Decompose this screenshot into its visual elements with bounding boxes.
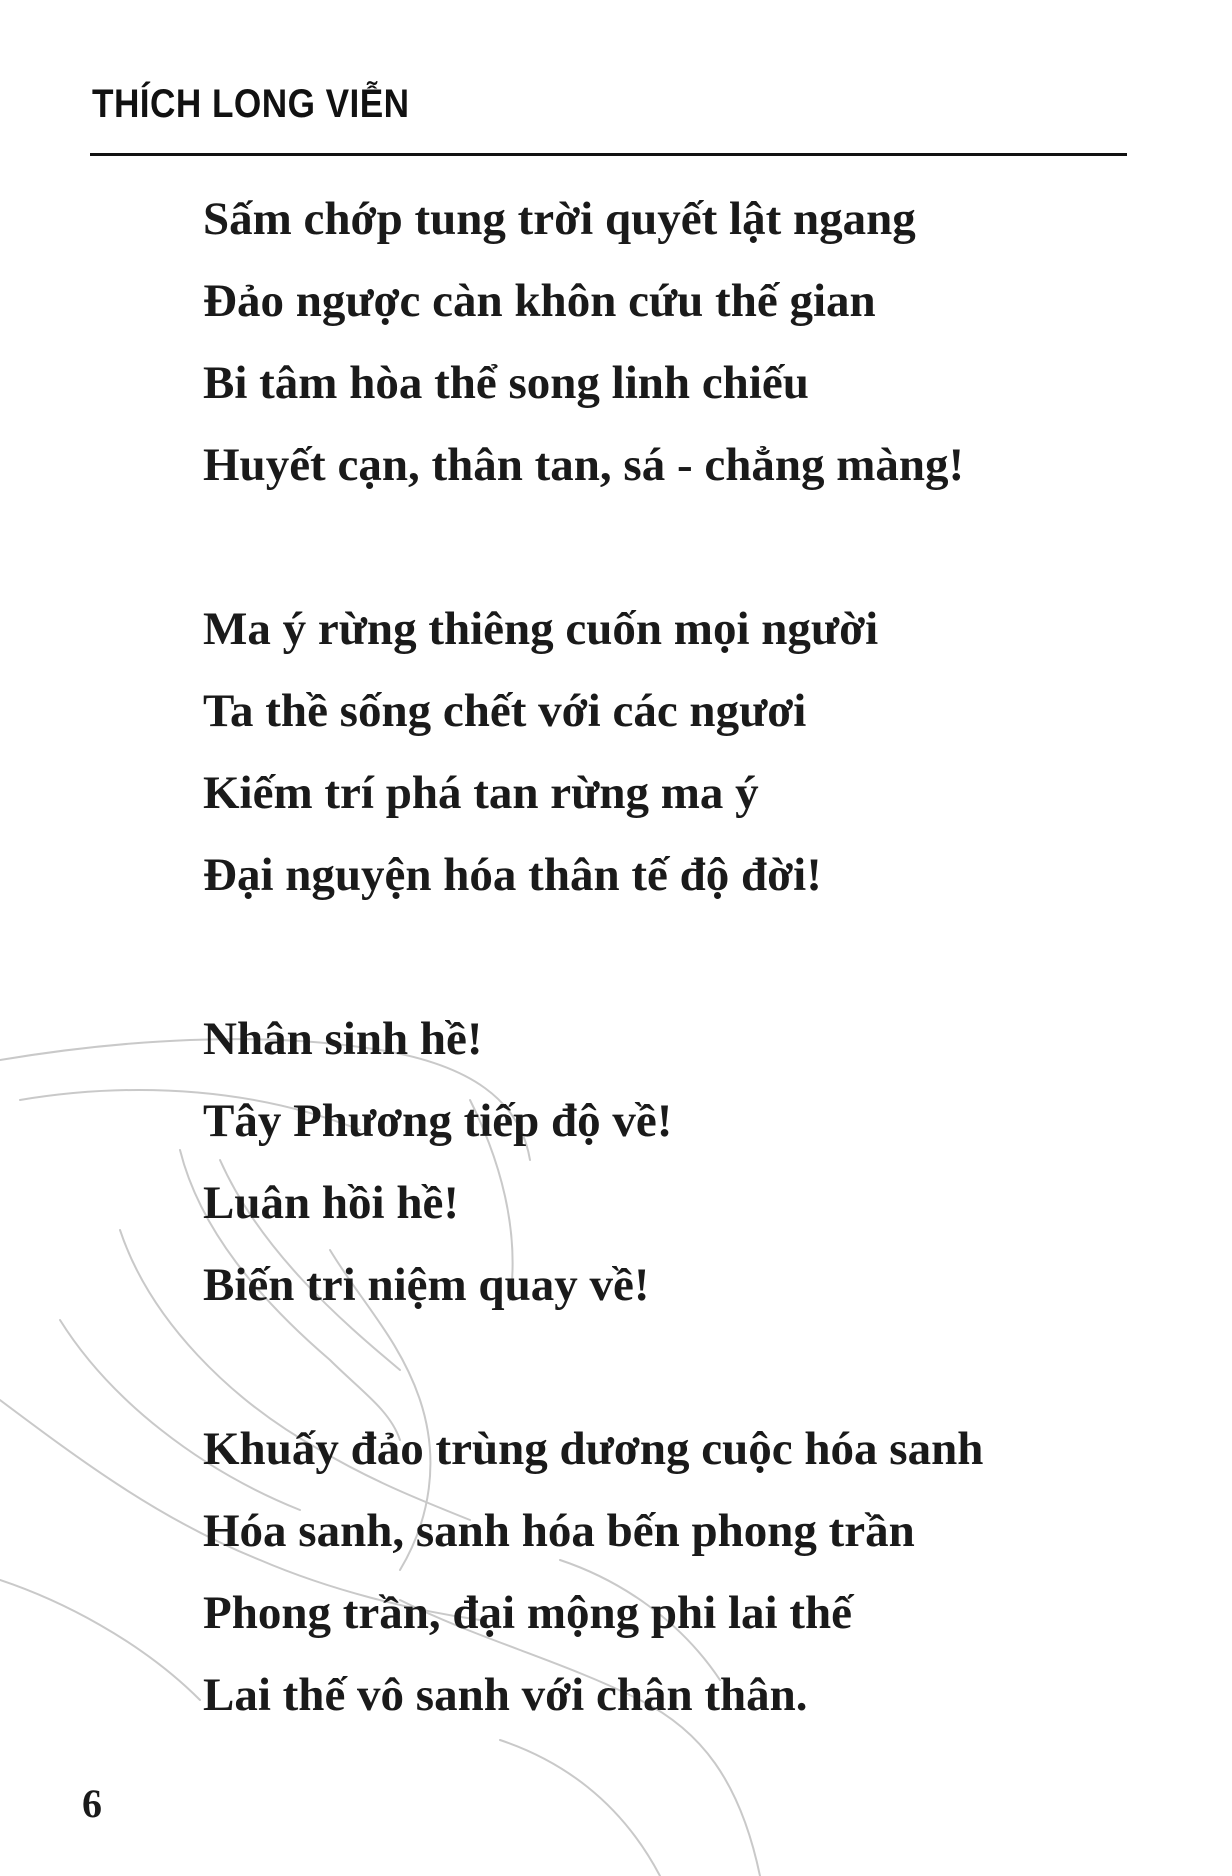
poem-body bbox=[203, 178, 983, 1818]
poem-line: Kiếm trí phá tan rừng ma ý bbox=[203, 767, 759, 819]
page-number: 6 bbox=[82, 1781, 102, 1826]
poem-line: Hóa sanh, sanh hóa bến phong trần bbox=[203, 1505, 915, 1557]
poem-line: Huyết cạn, thân tan, sá - chẳng màng! bbox=[203, 439, 965, 491]
poem-line: Ta thề sống chết với các ngươi bbox=[203, 685, 807, 737]
author-header: THÍCH LONG VIỄN bbox=[92, 82, 410, 126]
poem-line: Ma ý rừng thiêng cuốn mọi người bbox=[203, 603, 879, 655]
stanza bbox=[203, 178, 983, 506]
stanza bbox=[203, 1408, 983, 1736]
stanza bbox=[203, 998, 983, 1326]
poem-line: Tây Phương tiếp độ về! bbox=[203, 1095, 673, 1147]
poem-line: Bi tâm hòa thể song linh chiếu bbox=[203, 357, 809, 409]
poem-line: Nhân sinh hề! bbox=[203, 1013, 483, 1065]
poem-line: Biến tri niệm quay về! bbox=[203, 1259, 650, 1311]
poem-line: Đại nguyện hóa thân tế độ đời! bbox=[203, 849, 822, 901]
poem-line: Lai thế vô sanh với chân thân. bbox=[203, 1669, 808, 1721]
poem-line: Phong trần, đại mộng phi lai thế bbox=[203, 1587, 852, 1639]
header-divider bbox=[90, 153, 1127, 156]
poem-line: Đảo ngược càn khôn cứu thế gian bbox=[203, 275, 876, 327]
poem-line: Khuấy đảo trùng dương cuộc hóa sanh bbox=[203, 1423, 984, 1475]
poem-line: Sấm chớp tung trời quyết lật ngang bbox=[203, 193, 916, 245]
poem-line: Luân hồi hề! bbox=[203, 1177, 459, 1229]
stanza bbox=[203, 588, 983, 916]
